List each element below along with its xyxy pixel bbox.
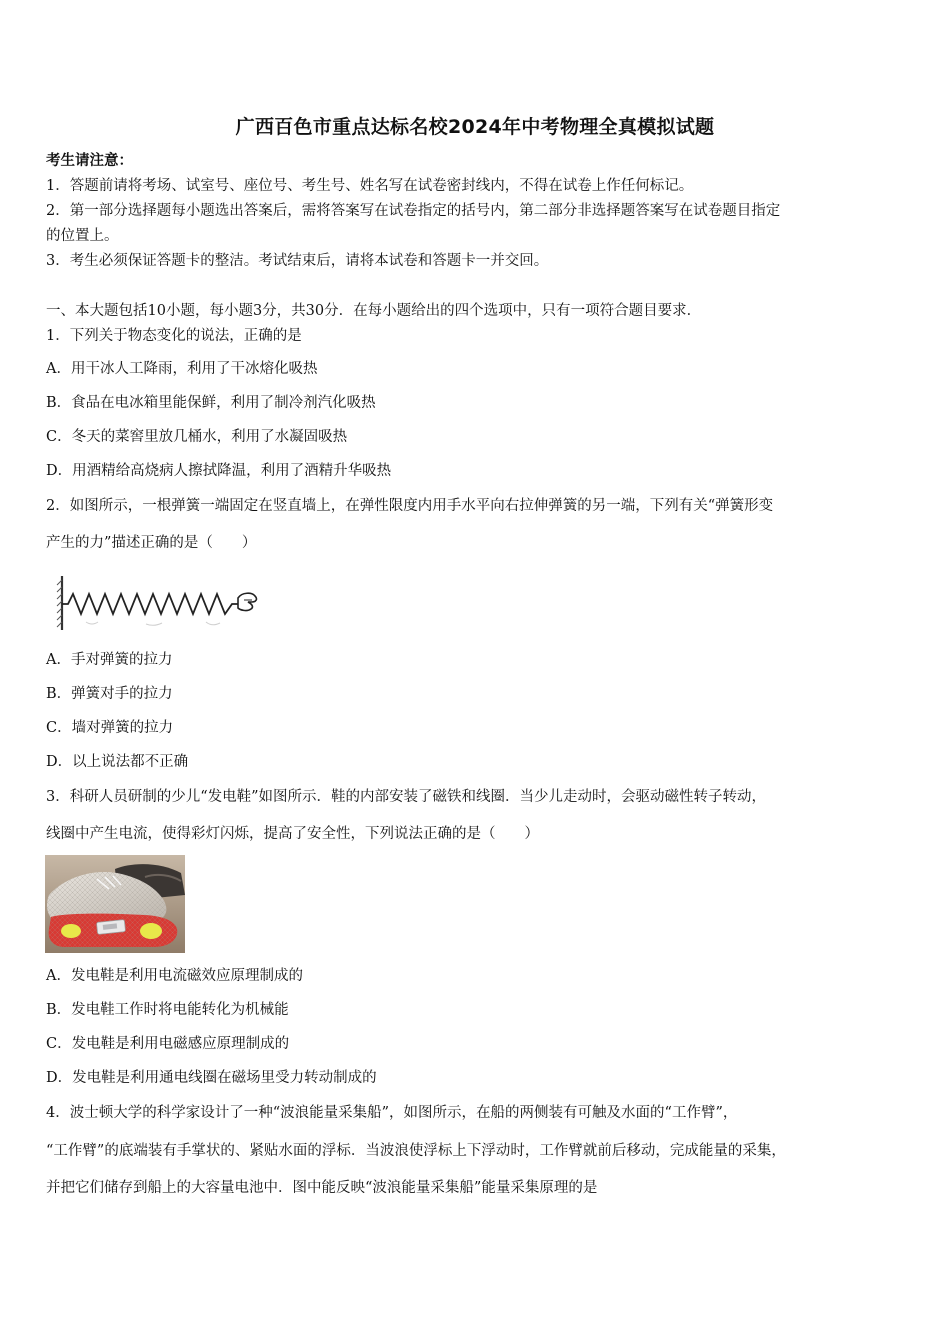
q2-option-b: B．弹簧对手的拉力: [46, 686, 173, 702]
notice-item-2: 2．第一部分选择题每小题选出答案后，需将答案写在试卷指定的括号内，第二部分非选择题答案写在试卷题目指定: [46, 203, 781, 219]
q4-stem-line2: “工作臂”的底端装有手掌状的、紧贴水面的浮标．当波浪使浮标上下浮动时，工作臂就前后移动，完成能量的采集，: [46, 1143, 786, 1159]
q3-option-c: C．发电鞋是利用电磁感应原理制成的: [46, 1036, 290, 1052]
spring-figure: [56, 574, 262, 632]
shoe-image: [45, 855, 185, 953]
q3-option-a: A．发电鞋是利用电流磁效应原理制成的: [46, 968, 303, 984]
q4-stem-line1: 4．波士顿大学的科学家设计了一种“波浪能量采集船”，如图所示，在船的两侧装有可触及水面的“工作臂”，: [46, 1105, 738, 1121]
notice-item-3: 3．考生必须保证答题卡的整洁。考试结束后，请将本试卷和答题卡一并交回。: [46, 253, 549, 269]
q1-option-b: B．食品在电冰箱里能保鲜，利用了制冷剂汽化吸热: [46, 395, 376, 411]
q3-stem-line1: 3．科研人员研制的少儿“发电鞋”如图所示．鞋的内部安装了磁铁和线圈．当少儿走动时，会驱动磁性转子转动，: [46, 789, 767, 805]
q1-option-d: D．用酒精给高烧病人擦拭降温，利用了酒精升华吸热: [46, 463, 392, 479]
q4-stem-line3: 并把它们储存到船上的大容量电池中．图中能反映“波浪能量采集船”能量采集原理的是: [46, 1180, 598, 1196]
page-title: 广西百色市重点达标名校2024年中考物理全真模拟试题: [235, 116, 715, 138]
q2-option-d: D．以上说法都不正确: [46, 754, 189, 770]
notice-item-2-cont: 的位置上。: [46, 228, 119, 244]
q2-option-a: A．手对弹簧的拉力: [46, 652, 173, 668]
q3-stem-line2: 线圈中产生电流，使得彩灯闪烁，提高了安全性，下列说法正确的是（ ）: [46, 826, 539, 842]
q2-option-c: C．墙对弹簧的拉力: [46, 720, 174, 736]
q1-option-c: C．冬天的菜窖里放几桶水，利用了水凝固吸热: [46, 429, 348, 445]
q3-option-b: B．发电鞋工作时将电能转化为机械能: [46, 1002, 289, 1018]
section-heading: 一、本大题包括10小题，每小题3分，共30分．在每小题给出的四个选项中，只有一项符合题目要求．: [46, 303, 702, 319]
q2-stem-line1: 2．如图所示，一根弹簧一端固定在竖直墙上，在弹性限度内用手水平向右拉伸弹簧的另一端，下列有关“弹簧形变: [46, 498, 774, 514]
q3-option-d: D．发电鞋是利用通电线圈在磁场里受力转动制成的: [46, 1070, 377, 1086]
q2-stem-line2: 产生的力”描述正确的是（ ）: [46, 535, 257, 551]
q1-stem: 1．下列关于物态变化的说法，正确的是: [46, 328, 302, 344]
notice-item-1: 1．答题前请将考场、试室号、座位号、考生号、姓名写在试卷密封线内，不得在试卷上作任何标记。: [46, 178, 694, 194]
q1-option-a: A．用干冰人工降雨，利用了干冰熔化吸热: [46, 361, 318, 377]
notice-heading: 考生请注意：: [46, 152, 133, 169]
